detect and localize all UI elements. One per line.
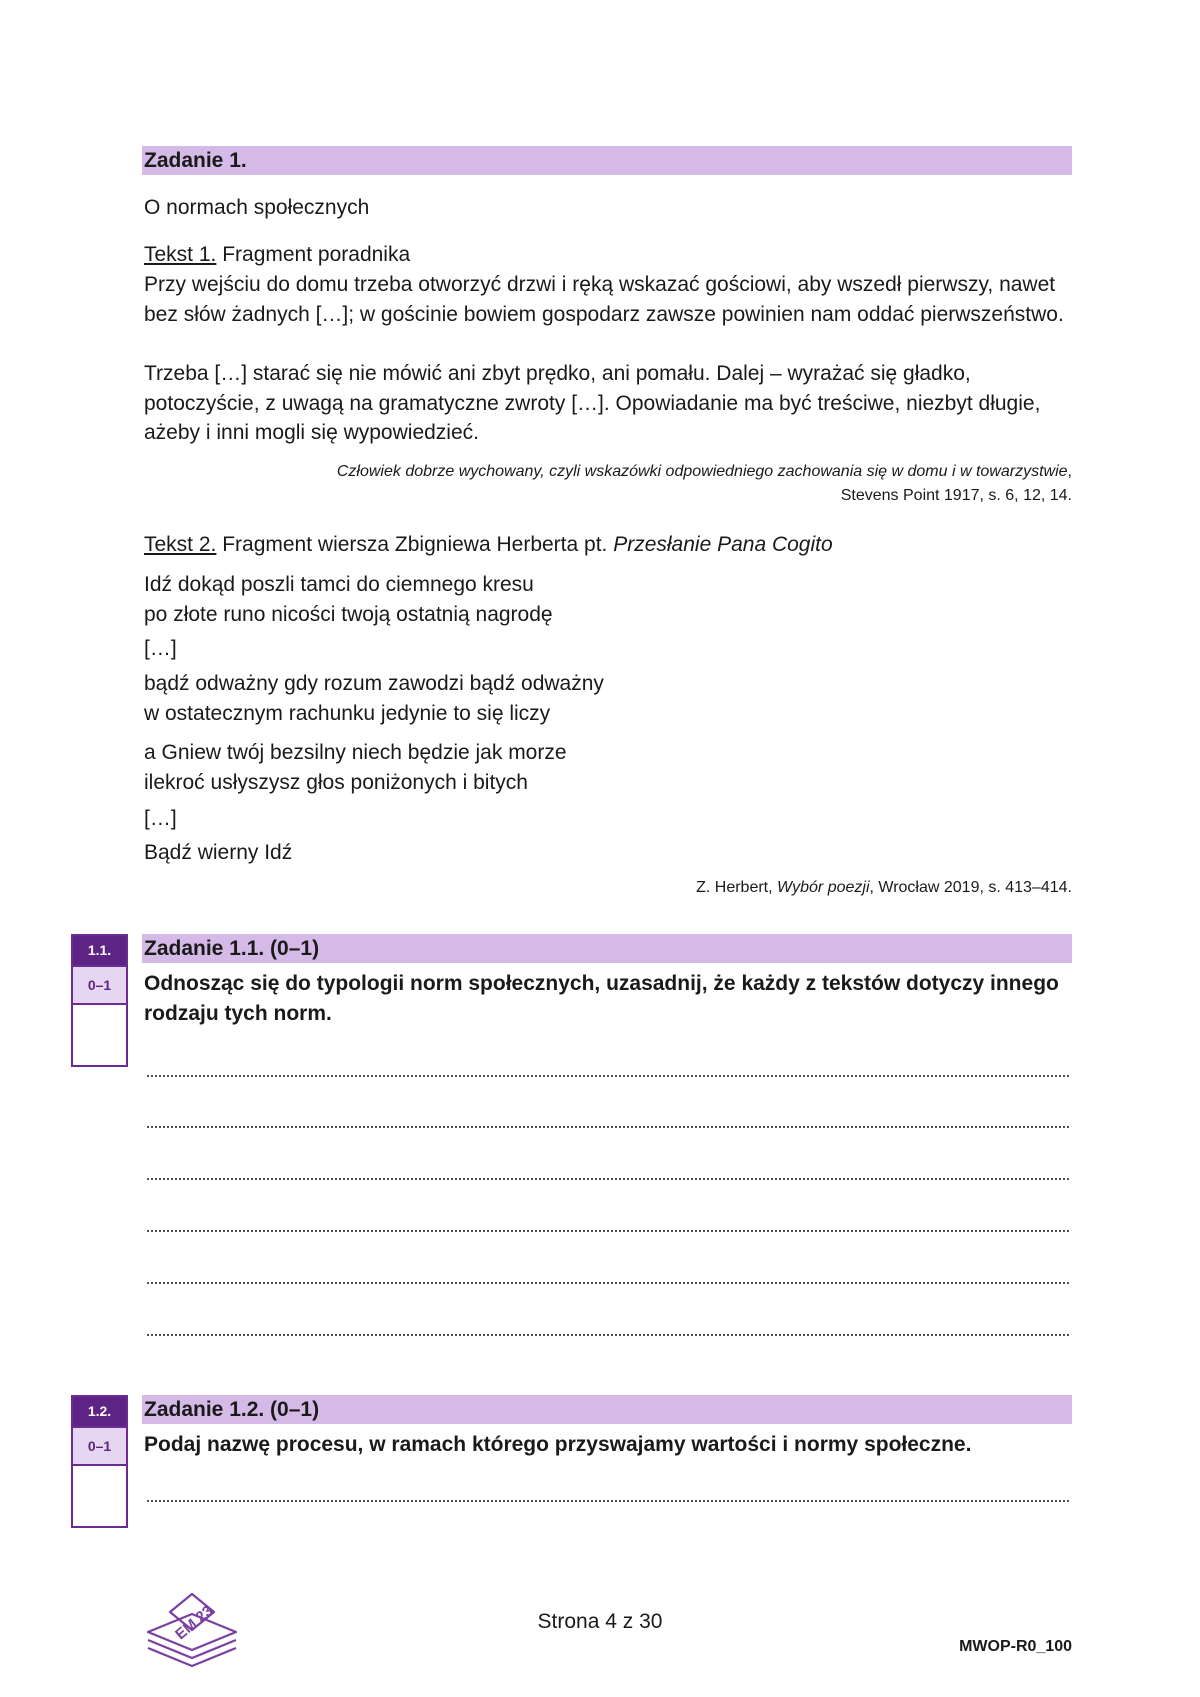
answer-line[interactable]: [146, 1334, 1070, 1336]
text1-label: Tekst 1.: [144, 243, 217, 266]
q2-title: Zadanie 1.2. (0–1): [142, 1395, 1072, 1424]
answer-line[interactable]: [146, 1075, 1070, 1077]
poem-line: a Gniew twój bezsilny niech będzie jak morze: [144, 741, 567, 764]
text1-source-details: Stevens Point 1917, s. 6, 12, 14.: [840, 487, 1072, 504]
q1-score-box: [71, 934, 128, 1067]
poem-line: ilekroć usłyszysz głos poniżonych i bitych: [144, 771, 528, 794]
poem-line: Idź dokąd poszli tamci do ciemnego kresu: [144, 573, 534, 596]
text2-title-italic: Przesłanie Pana Cogito: [613, 533, 833, 556]
answer-line[interactable]: [146, 1230, 1070, 1232]
poem-line: bądź odważny gdy rozum zawodzi bądź odważny: [144, 672, 604, 695]
answer-line[interactable]: [146, 1282, 1070, 1284]
answer-line[interactable]: [146, 1500, 1070, 1502]
text2-title: Fragment wiersza Zbigniewa Herberta pt.: [216, 533, 614, 556]
text2-label: Tekst 2.: [144, 533, 217, 556]
text1-source-title: Człowiek dobrze wychowany, czyli wskazówki odpowiedniego zachowania się w domu i w towarzystwie: [336, 463, 1068, 480]
text1-title: Fragment poradnika: [216, 243, 411, 266]
q2-number: 1.2.: [73, 1397, 126, 1426]
q2-score-field[interactable]: [73, 1466, 126, 1526]
q2-question: Podaj nazwę procesu, w ramach którego przyswajamy wartości i normy społeczne.: [144, 1433, 972, 1456]
task-intro: O normach społecznych: [144, 196, 370, 219]
text2-heading: [144, 530, 833, 560]
exam-code: MWOP-R0_100: [959, 1638, 1072, 1655]
text1-heading: [144, 240, 410, 270]
text2-source-title: Wybór poezji: [777, 879, 870, 896]
q1-number: 1.1.: [73, 936, 126, 965]
q1-title: Zadanie 1.1. (0–1): [142, 934, 1072, 963]
text2-source-rest: , Wrocław 2019, s. 413–414.: [869, 879, 1072, 896]
task-title: Zadanie 1.: [142, 146, 1072, 175]
text2-source: [372, 876, 1072, 900]
q2-points: 0–1: [73, 1426, 126, 1466]
answer-line[interactable]: [146, 1126, 1070, 1128]
answer-line[interactable]: [146, 1178, 1070, 1180]
poem-line: […]: [144, 807, 177, 830]
q1-score-field[interactable]: [73, 1005, 126, 1065]
page-number: Strona 4 z 30: [537, 1610, 663, 1633]
poem-line: po złote runo nicości twoją ostatnią nagrodę: [144, 603, 553, 626]
q1-question: Odnosząc się do typologii norm społecznych, uzasadnij, że każdy z tekstów dotyczy innego rodzaju tych norm.: [144, 972, 1059, 1025]
text1-source: [172, 460, 1072, 508]
poem-line: […]: [144, 637, 177, 660]
poem-line: Bądź wierny Idź: [144, 841, 293, 864]
text2-source-author: Z. Herbert,: [696, 879, 778, 896]
text1-paragraph2: Trzeba […] starać się nie mówić ani zbyt prędko, ani pomału. Dalej – wyrażać się gładko, potoczyście, z uwagą na gramatyczne zwroty […]. Opowiadanie ma być treściwe, niezbyt długie, ażeby i inni mogli się wypowiedzieć.: [144, 362, 1041, 444]
text1-paragraph1: Przy wejściu do domu trzeba otworzyć drzwi i ręką wskazać gościowi, aby wszedł pierwszy, nawet bez słów żadnych […]; w gościnie bowiem gospodarz zawsze powinien nam oddać pierwszeństwo.: [144, 273, 1064, 326]
text1-source-comma: ,: [1067, 463, 1072, 480]
poem-line: w ostatecznym rachunku jedynie to się liczy: [144, 702, 551, 725]
q2-score-box: [71, 1395, 128, 1528]
q1-points: 0–1: [73, 965, 126, 1005]
logo-text: EM 23: [172, 1602, 217, 1644]
